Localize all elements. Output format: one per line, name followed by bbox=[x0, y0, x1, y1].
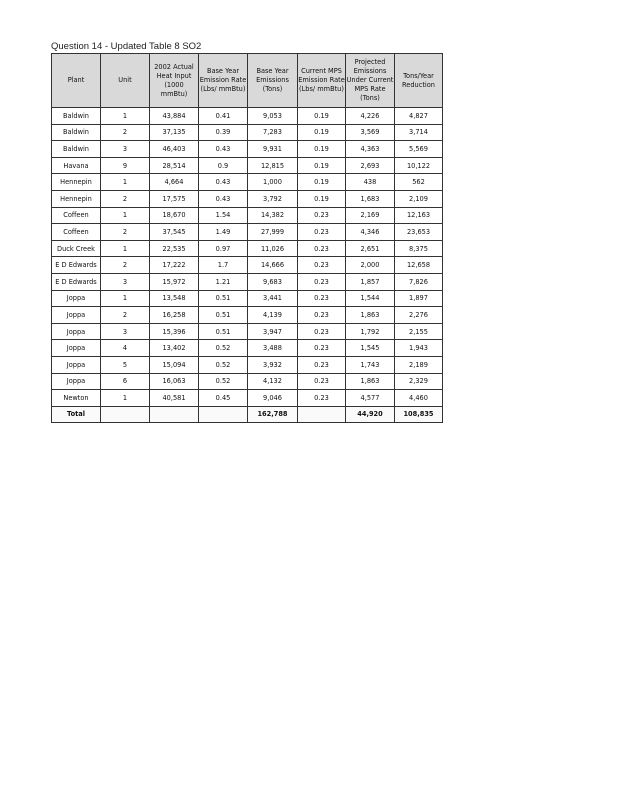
total-base-emission-rate bbox=[199, 406, 248, 423]
cell-base-emission-rate: 0.43 bbox=[199, 141, 248, 158]
cell-base-emissions: 14,666 bbox=[248, 257, 298, 274]
cell-base-emissions: 3,441 bbox=[248, 290, 298, 307]
cell-heat-input: 15,972 bbox=[150, 273, 199, 290]
cell-base-emissions: 1,000 bbox=[248, 174, 298, 191]
cell-base-emissions: 12,815 bbox=[248, 157, 298, 174]
cell-heat-input: 37,135 bbox=[150, 124, 199, 141]
cell-reduction: 5,569 bbox=[395, 141, 443, 158]
total-reduction: 108,835 bbox=[395, 406, 443, 423]
cell-mps-rate: 0.19 bbox=[298, 108, 346, 125]
table-row bbox=[52, 373, 443, 390]
cell-base-emissions: 3,792 bbox=[248, 190, 298, 207]
cell-reduction: 1,897 bbox=[395, 290, 443, 307]
cell-mps-rate: 0.19 bbox=[298, 141, 346, 158]
cell-projected-emissions: 1,545 bbox=[346, 340, 395, 357]
cell-heat-input: 28,514 bbox=[150, 157, 199, 174]
cell-plant: Coffeen bbox=[52, 207, 101, 224]
cell-plant: Newton bbox=[52, 390, 101, 407]
cell-base-emissions: 9,931 bbox=[248, 141, 298, 158]
cell-plant: E D Edwards bbox=[52, 273, 101, 290]
cell-unit: 1 bbox=[101, 240, 150, 257]
total-base-emissions: 162,788 bbox=[248, 406, 298, 423]
cell-plant: Baldwin bbox=[52, 124, 101, 141]
cell-base-emissions: 9,046 bbox=[248, 390, 298, 407]
cell-heat-input: 16,063 bbox=[150, 373, 199, 390]
cell-base-emissions: 3,488 bbox=[248, 340, 298, 357]
cell-base-emission-rate: 0.43 bbox=[199, 190, 248, 207]
cell-projected-emissions: 4,577 bbox=[346, 390, 395, 407]
cell-mps-rate: 0.23 bbox=[298, 356, 346, 373]
document-title: Question 14 - Updated Table 8 SO2 bbox=[51, 41, 202, 52]
cell-plant: Joppa bbox=[52, 307, 101, 324]
cell-unit: 1 bbox=[101, 390, 150, 407]
table-row bbox=[52, 207, 443, 224]
total-unit bbox=[101, 406, 150, 423]
cell-plant: Hennepin bbox=[52, 190, 101, 207]
cell-base-emission-rate: 0.45 bbox=[199, 390, 248, 407]
cell-unit: 1 bbox=[101, 108, 150, 125]
cell-base-emission-rate: 0.51 bbox=[199, 290, 248, 307]
header-base-emission-rate: Base Year Emission Rate (Lbs/ mmBtu) bbox=[199, 54, 248, 108]
cell-base-emissions: 9,053 bbox=[248, 108, 298, 125]
cell-mps-rate: 0.19 bbox=[298, 124, 346, 141]
cell-reduction: 4,827 bbox=[395, 108, 443, 125]
cell-reduction: 2,155 bbox=[395, 323, 443, 340]
table-row bbox=[52, 174, 443, 191]
table-row bbox=[52, 273, 443, 290]
cell-mps-rate: 0.23 bbox=[298, 257, 346, 274]
cell-projected-emissions: 2,169 bbox=[346, 207, 395, 224]
cell-mps-rate: 0.23 bbox=[298, 207, 346, 224]
cell-unit: 9 bbox=[101, 157, 150, 174]
total-plant: Total bbox=[52, 406, 101, 423]
table-row bbox=[52, 240, 443, 257]
cell-plant: Hennepin bbox=[52, 174, 101, 191]
cell-mps-rate: 0.19 bbox=[298, 157, 346, 174]
cell-plant: Joppa bbox=[52, 290, 101, 307]
cell-mps-rate: 0.19 bbox=[298, 190, 346, 207]
cell-projected-emissions: 438 bbox=[346, 174, 395, 191]
cell-unit: 1 bbox=[101, 174, 150, 191]
cell-projected-emissions: 1,792 bbox=[346, 323, 395, 340]
cell-plant: Baldwin bbox=[52, 141, 101, 158]
cell-reduction: 7,826 bbox=[395, 273, 443, 290]
cell-mps-rate: 0.23 bbox=[298, 273, 346, 290]
cell-unit: 5 bbox=[101, 356, 150, 373]
cell-unit: 4 bbox=[101, 340, 150, 357]
cell-base-emissions: 27,999 bbox=[248, 224, 298, 241]
cell-base-emissions: 7,283 bbox=[248, 124, 298, 141]
cell-heat-input: 17,575 bbox=[150, 190, 199, 207]
cell-mps-rate: 0.23 bbox=[298, 373, 346, 390]
cell-base-emission-rate: 0.97 bbox=[199, 240, 248, 257]
cell-mps-rate: 0.23 bbox=[298, 307, 346, 324]
cell-projected-emissions: 1,544 bbox=[346, 290, 395, 307]
cell-plant: Baldwin bbox=[52, 108, 101, 125]
cell-heat-input: 13,402 bbox=[150, 340, 199, 357]
cell-base-emissions: 4,139 bbox=[248, 307, 298, 324]
cell-heat-input: 18,670 bbox=[150, 207, 199, 224]
cell-reduction: 8,375 bbox=[395, 240, 443, 257]
cell-mps-rate: 0.23 bbox=[298, 390, 346, 407]
cell-projected-emissions: 3,569 bbox=[346, 124, 395, 141]
header-base-emissions: Base Year Emissions (Tons) bbox=[248, 54, 298, 108]
cell-base-emission-rate: 0.52 bbox=[199, 356, 248, 373]
table-row bbox=[52, 257, 443, 274]
cell-reduction: 10,122 bbox=[395, 157, 443, 174]
total-mps-rate bbox=[298, 406, 346, 423]
cell-projected-emissions: 2,693 bbox=[346, 157, 395, 174]
cell-projected-emissions: 1,857 bbox=[346, 273, 395, 290]
cell-plant: Joppa bbox=[52, 323, 101, 340]
cell-unit: 2 bbox=[101, 190, 150, 207]
table-row bbox=[52, 157, 443, 174]
cell-heat-input: 15,094 bbox=[150, 356, 199, 373]
cell-base-emission-rate: 1.49 bbox=[199, 224, 248, 241]
cell-base-emission-rate: 1.21 bbox=[199, 273, 248, 290]
table-row bbox=[52, 323, 443, 340]
cell-plant: Duck Creek bbox=[52, 240, 101, 257]
cell-mps-rate: 0.23 bbox=[298, 224, 346, 241]
header-reduction: Tons/Year Reduction bbox=[395, 54, 443, 108]
cell-mps-rate: 0.23 bbox=[298, 240, 346, 257]
cell-base-emission-rate: 0.41 bbox=[199, 108, 248, 125]
cell-base-emission-rate: 0.9 bbox=[199, 157, 248, 174]
total-row bbox=[52, 406, 443, 423]
table-row bbox=[52, 307, 443, 324]
cell-plant: Havana bbox=[52, 157, 101, 174]
header-heat-input: 2002 Actual Heat Input (1000 mmBtu) bbox=[150, 54, 199, 108]
cell-base-emission-rate: 1.7 bbox=[199, 257, 248, 274]
header-mps-rate: Current MPS Emission Rate (Lbs/ mmBtu) bbox=[298, 54, 346, 108]
cell-reduction: 1,943 bbox=[395, 340, 443, 357]
cell-unit: 6 bbox=[101, 373, 150, 390]
cell-reduction: 562 bbox=[395, 174, 443, 191]
cell-unit: 2 bbox=[101, 307, 150, 324]
cell-base-emission-rate: 0.52 bbox=[199, 340, 248, 357]
cell-unit: 1 bbox=[101, 207, 150, 224]
header-projected-emissions: Projected Emissions Under Current MPS Rate (Tons) bbox=[346, 54, 395, 108]
cell-heat-input: 46,403 bbox=[150, 141, 199, 158]
cell-reduction: 2,109 bbox=[395, 190, 443, 207]
cell-reduction: 12,658 bbox=[395, 257, 443, 274]
cell-mps-rate: 0.23 bbox=[298, 290, 346, 307]
cell-base-emissions: 9,683 bbox=[248, 273, 298, 290]
table-row bbox=[52, 224, 443, 241]
cell-base-emissions: 14,382 bbox=[248, 207, 298, 224]
cell-reduction: 3,714 bbox=[395, 124, 443, 141]
cell-heat-input: 4,664 bbox=[150, 174, 199, 191]
emissions-table bbox=[51, 53, 443, 423]
cell-heat-input: 40,581 bbox=[150, 390, 199, 407]
cell-reduction: 4,460 bbox=[395, 390, 443, 407]
cell-base-emissions: 11,026 bbox=[248, 240, 298, 257]
cell-projected-emissions: 2,651 bbox=[346, 240, 395, 257]
cell-base-emission-rate: 0.51 bbox=[199, 307, 248, 324]
cell-base-emissions: 4,132 bbox=[248, 373, 298, 390]
cell-base-emission-rate: 0.51 bbox=[199, 323, 248, 340]
cell-mps-rate: 0.23 bbox=[298, 323, 346, 340]
table-row bbox=[52, 141, 443, 158]
cell-reduction: 23,653 bbox=[395, 224, 443, 241]
cell-base-emission-rate: 0.52 bbox=[199, 373, 248, 390]
cell-projected-emissions: 1,863 bbox=[346, 307, 395, 324]
header-plant: Plant bbox=[52, 54, 101, 108]
table-row bbox=[52, 356, 443, 373]
cell-unit: 2 bbox=[101, 124, 150, 141]
header-row bbox=[52, 54, 443, 108]
cell-unit: 2 bbox=[101, 224, 150, 241]
header-unit: Unit bbox=[101, 54, 150, 108]
cell-projected-emissions: 1,683 bbox=[346, 190, 395, 207]
total-projected-emissions: 44,920 bbox=[346, 406, 395, 423]
cell-plant: Joppa bbox=[52, 373, 101, 390]
cell-heat-input: 43,884 bbox=[150, 108, 199, 125]
cell-heat-input: 17,222 bbox=[150, 257, 199, 274]
cell-unit: 3 bbox=[101, 323, 150, 340]
cell-unit: 3 bbox=[101, 273, 150, 290]
cell-heat-input: 15,396 bbox=[150, 323, 199, 340]
cell-plant: Coffeen bbox=[52, 224, 101, 241]
cell-base-emissions: 3,947 bbox=[248, 323, 298, 340]
cell-projected-emissions: 2,000 bbox=[346, 257, 395, 274]
cell-base-emission-rate: 0.43 bbox=[199, 174, 248, 191]
cell-reduction: 2,189 bbox=[395, 356, 443, 373]
cell-unit: 3 bbox=[101, 141, 150, 158]
cell-heat-input: 13,548 bbox=[150, 290, 199, 307]
table-row bbox=[52, 108, 443, 125]
cell-mps-rate: 0.23 bbox=[298, 340, 346, 357]
cell-plant: Joppa bbox=[52, 356, 101, 373]
cell-unit: 2 bbox=[101, 257, 150, 274]
table-row bbox=[52, 340, 443, 357]
cell-plant: E D Edwards bbox=[52, 257, 101, 274]
cell-base-emission-rate: 0.39 bbox=[199, 124, 248, 141]
cell-mps-rate: 0.19 bbox=[298, 174, 346, 191]
total-heat-input bbox=[150, 406, 199, 423]
cell-projected-emissions: 4,346 bbox=[346, 224, 395, 241]
cell-reduction: 2,276 bbox=[395, 307, 443, 324]
cell-projected-emissions: 1,743 bbox=[346, 356, 395, 373]
cell-projected-emissions: 4,363 bbox=[346, 141, 395, 158]
cell-heat-input: 37,545 bbox=[150, 224, 199, 241]
cell-base-emission-rate: 1.54 bbox=[199, 207, 248, 224]
cell-base-emissions: 3,932 bbox=[248, 356, 298, 373]
cell-projected-emissions: 4,226 bbox=[346, 108, 395, 125]
cell-plant: Joppa bbox=[52, 340, 101, 357]
table-row bbox=[52, 190, 443, 207]
table-row bbox=[52, 290, 443, 307]
cell-projected-emissions: 1,863 bbox=[346, 373, 395, 390]
table-row bbox=[52, 390, 443, 407]
cell-reduction: 12,163 bbox=[395, 207, 443, 224]
cell-heat-input: 22,535 bbox=[150, 240, 199, 257]
cell-unit: 1 bbox=[101, 290, 150, 307]
cell-heat-input: 16,258 bbox=[150, 307, 199, 324]
cell-reduction: 2,329 bbox=[395, 373, 443, 390]
table-row bbox=[52, 124, 443, 141]
